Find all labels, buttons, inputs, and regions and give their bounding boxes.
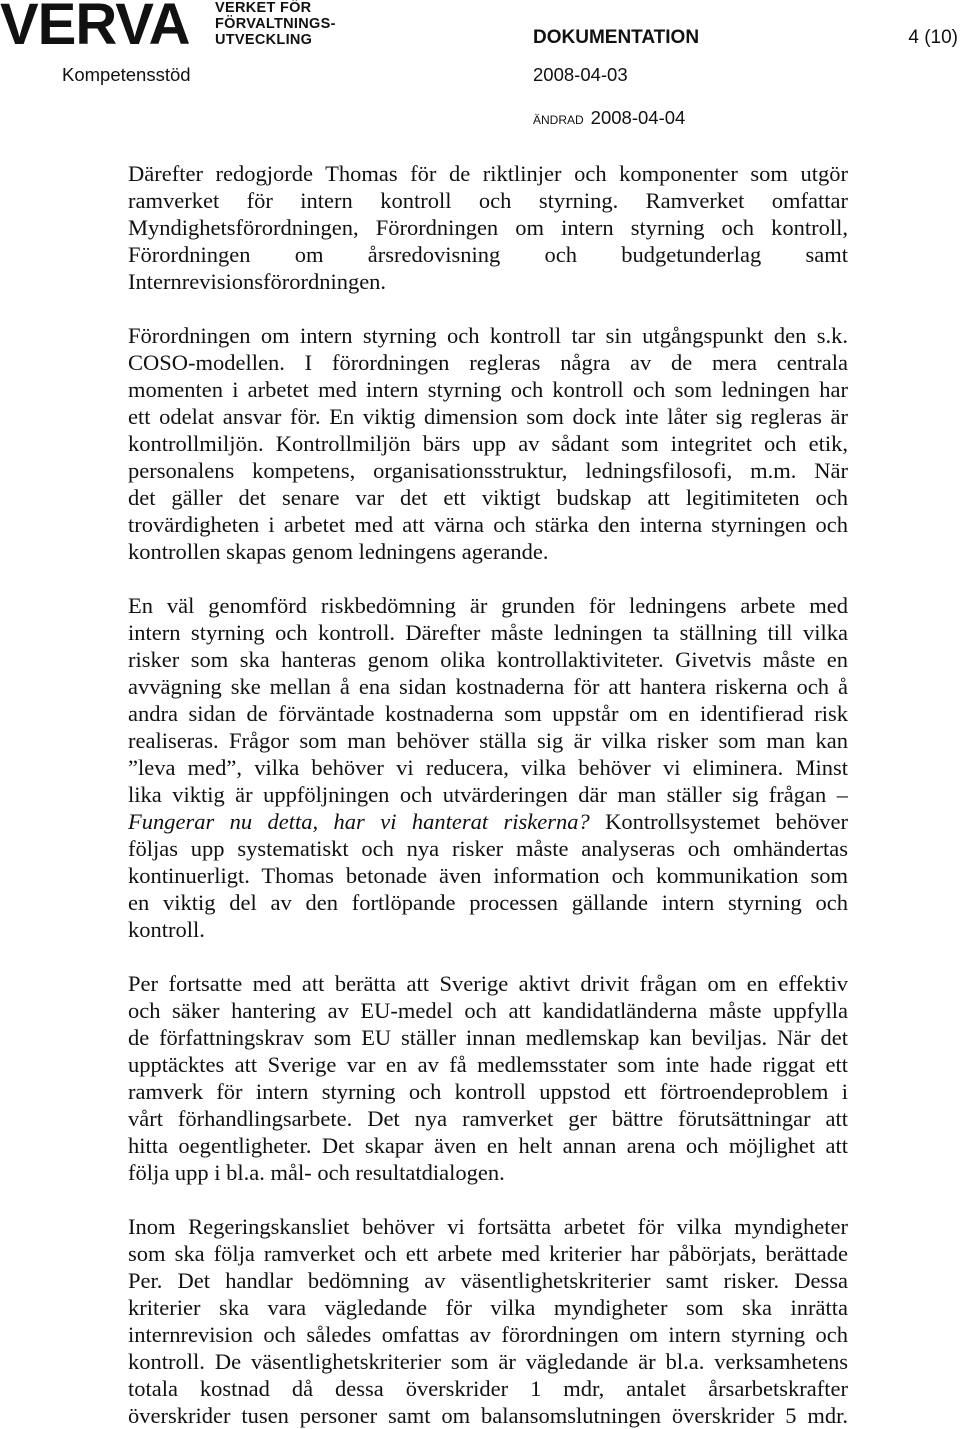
text-line: risker som ska hanteras genom olika kontrollaktiviteter. Givetvis måste en <box>128 646 848 672</box>
text-line: kontroll. <box>128 916 205 942</box>
text-line: Därefter redogjorde Thomas för de riktlinjer och komponenter som utgör <box>128 160 848 186</box>
body-text <box>128 160 848 1429</box>
emphasized-text: Fungerar nu detta, har vi hanterat riskerna? <box>128 808 590 834</box>
text-line: Myndighetsförordningen, Förordningen om intern styrning och kontroll, <box>128 214 848 240</box>
text-line: Inom Regeringskansliet behöver vi fortsätta arbetet för vilka myndigheter <box>128 1213 848 1239</box>
text-line: vårt förhandlingsarbete. Det nya ramverket ger bättre förutsättningar att <box>128 1105 848 1131</box>
text-line: som ska följa ramverket och ett arbete med kriterier har påbörjats, berättade <box>128 1240 848 1266</box>
text-line: andra sidan de förväntade kostnaderna som uppstår om en identifierad risk <box>128 700 848 726</box>
text-line: COSO-modellen. I förordningen regleras några av de mera centrala <box>128 349 848 375</box>
text-line: det gäller det senare var det ett viktigt budskap att legitimiteten och <box>128 484 848 510</box>
paragraph <box>128 970 848 1186</box>
text-line: en viktig del av den fortlöpande processen gällande intern styrning och <box>128 889 848 915</box>
text-line: upptäcktes att Sverige var en av få medlemsstater som inte hade riggat ett <box>128 1051 848 1077</box>
text-line: ramverk för intern styrning och kontroll uppstod ett förtroendeproblem i <box>128 1078 848 1104</box>
logo-org-name-line: UTVECKLING <box>215 32 313 48</box>
text-line: kriterier ska vara vägledande för vilka myndigheter som ska inrätta <box>128 1294 848 1320</box>
text-line: internrevision och således omfattas av förordningen om intern styrning och <box>128 1321 848 1347</box>
text-line: och säker hantering av EU-medel och att kandidatländerna måste uppfylla <box>128 997 848 1023</box>
text-line: de författningskrav som EU ställer innan medlemskap kan beviljas. När det <box>128 1024 848 1050</box>
text-line: följas upp systematiskt och nya risker måste analyseras och omhändertas <box>128 835 848 861</box>
text-segment: Kontrollsystemet behöver <box>589 808 848 834</box>
text-line: momenten i arbetet med intern styrning och kontroll och som ledningen har <box>128 376 848 402</box>
text-line: trovärdigheten i arbetet med att värna och stärka den interna styrningen och <box>128 511 848 537</box>
document-date: 2008-04-03 <box>533 64 628 85</box>
logo-wordmark: VERVA <box>0 0 190 57</box>
paragraph <box>128 322 848 565</box>
logo-org-name-line: VERKET FÖR <box>215 0 312 16</box>
text-line: kontrollen skapas genom ledningens agerande. <box>128 538 549 564</box>
text-line: hitta oegentligheter. Det skapar även en helt annan arena och möjlighet att <box>128 1132 848 1158</box>
document-type: DOKUMENTATION <box>533 27 700 48</box>
text-line: Internrevisionsförordningen. <box>128 268 387 294</box>
text-line: ”leva med”, vilka behöver vi reducera, vilka behöver vi eliminera. Minst <box>128 754 848 780</box>
paragraph <box>128 160 848 295</box>
department: Kompetensstöd <box>62 64 191 85</box>
text-line: realiseras. Frågor som man behöver ställa sig är vilka risker som man kan <box>128 727 848 753</box>
changed-date-line <box>533 106 685 132</box>
text-line: ett odelat ansvar för. En viktig dimension som dock inte låter sig regleras är <box>128 403 848 429</box>
text-line: personalens kompetens, organisationsstruktur, ledningsfilosofi, m.m. När <box>128 457 848 483</box>
text-line: Per. Det handlar bedömning av väsentlighetskriterier samt risker. Dessa <box>128 1267 848 1293</box>
text-line: lika viktig är uppföljningen och utvärderingen där man ställer sig frågan – <box>128 781 848 807</box>
text-line: kontinuerligt. Thomas betonade även information och kommunikation som <box>128 862 848 888</box>
text-line: Förordningen om intern styrning och kontroll tar sin utgångspunkt den s.k. <box>128 322 848 348</box>
changed-label: ÄNDRAD <box>533 113 584 127</box>
text-line: följa upp i bl.a. mål- och resultatdialogen. <box>128 1159 505 1185</box>
text-line: kontrollmiljön. Kontrollmiljön bärs upp av sådant som integritet och etik, <box>128 430 848 456</box>
text-line: kontroll. De väsentlighetskriterier som är vägledande är bl.a. verksamhetens <box>128 1348 848 1374</box>
paragraph <box>128 592 848 943</box>
text-line: En väl genomförd riskbedömning är grunden för ledningens arbete med <box>128 592 848 618</box>
text-line: Förordningen om årsredovisning och budgetunderlag samt <box>128 241 848 267</box>
text-line: överskrider tusen personer samt om balansomslutningen överskrider 5 mdr. <box>128 1402 848 1428</box>
text-line: Per fortsatte med att berätta att Sverige aktivt drivit frågan om en effektiv <box>128 970 848 996</box>
text-line <box>128 808 848 835</box>
text-line: intern styrning och kontroll. Därefter måste ledningen ta ställning till vilka <box>128 619 848 645</box>
logo-org-name <box>215 0 336 48</box>
page-number: 4 (10) <box>908 27 958 48</box>
changed-date: 2008-04-04 <box>590 107 686 128</box>
paragraph <box>128 1213 848 1429</box>
text-line: ramverket för intern kontroll och styrning. Ramverket omfattar <box>128 187 848 213</box>
logo-org-name-line: FÖRVALTNINGS- <box>215 16 336 32</box>
text-line: totala kostnad då dessa överskrider 1 mdr, antalet årsarbetskrafter <box>128 1375 848 1401</box>
text-line: avvägning ske mellan å ena sidan kostnaderna för att hantera riskerna och å <box>128 673 848 699</box>
